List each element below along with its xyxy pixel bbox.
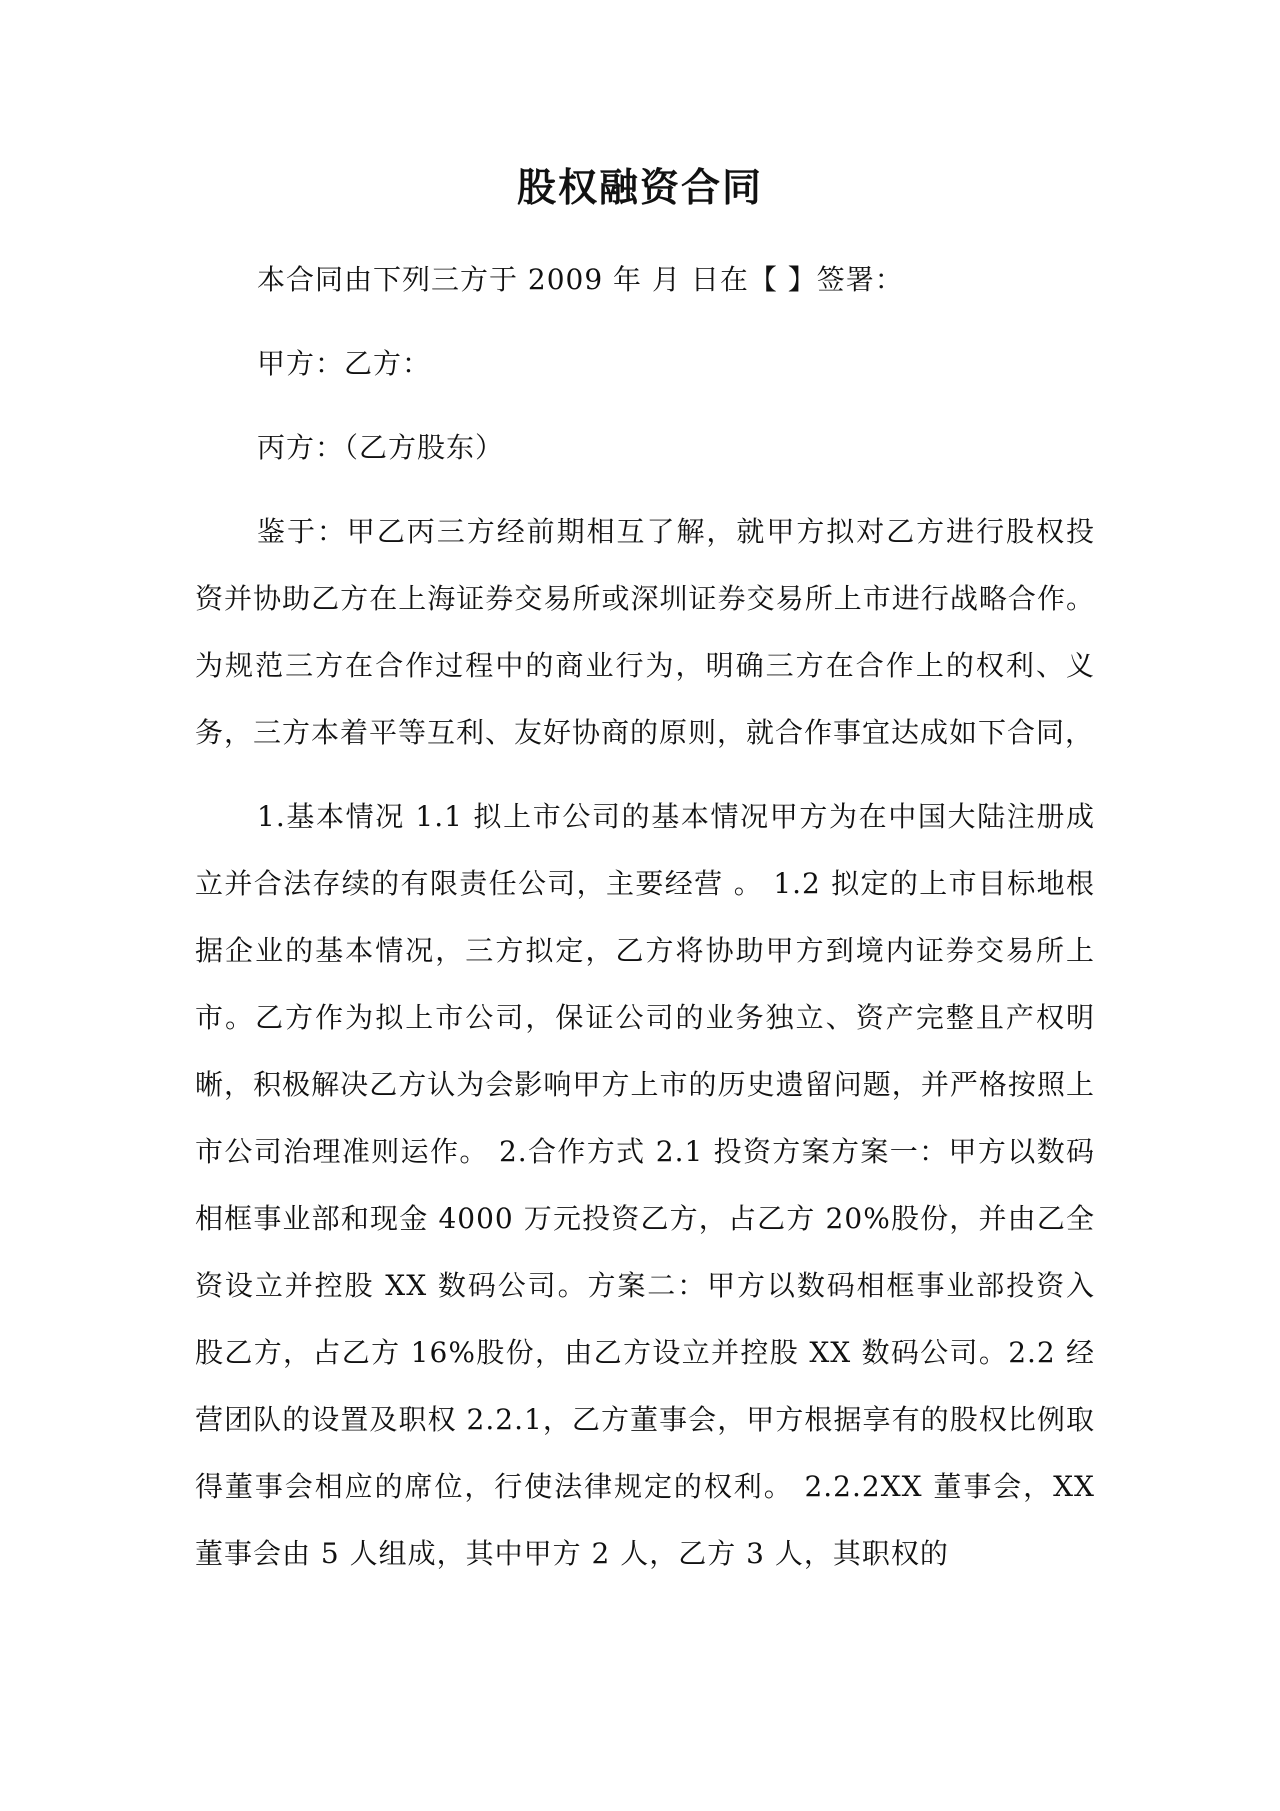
signing-statement: 本合同由下列三方于 2009 年 月 日在【 】签署： <box>257 263 904 296</box>
clause-paragraph: 1.基本情况 1.1 拟上市公司的基本情况甲方为在中国大陆注册成立并合法存续的有限责任公司，主要经营 。 1.2 拟定的上市目标地根据企业的基本情况，三方拟定，乙方将协助甲方到境内证券交易所上市。乙方作为拟上市公司，保证公司的业务独立、资产完整且产权明晰，积极解决乙方认为会影响甲方上市的历史遗留问题，并严格按照上市公司治理准则运作。 2.合作方式 2.1 投资方案方案一：甲方以数码相框事业部和现金 4000 万元投资乙方，占乙方 20%股份，并由乙全资设立并控股 XX 数码公司。方案二：甲方以数码相框事业部投资入股乙方，占乙方 16%股份，由乙方设立并控股 XX 数码公司。2.2 经营团队的设置及职权 2.2.1，乙方董事会，甲方根据享有的股权比例取得董事会相应的席位，行使法律规定的权利。 2.2.2XX 董事会，XX 董事会由 5 人组成，其中甲方 2 人，乙方 3 人，其职权的 <box>195 800 1095 1570</box>
document-body <box>195 246 1095 1587</box>
recital-paragraph: 鉴于：甲乙丙三方经前期相互了解，就甲方拟对乙方进行股权投资并协助乙方在上海证券交易所或深圳证券交易所上市进行战略合作。为规范三方在合作过程中的商业行为，明确三方在合作上的权利、义务，三方本着平等互利、友好协商的原则，就合作事宜达成如下合同， <box>195 515 1095 749</box>
party-a-b-line: 甲方：乙方： <box>257 347 432 380</box>
document-title: 股权融资合同 <box>516 165 763 211</box>
party-c-line: 丙方：（乙方股东） <box>257 431 505 464</box>
